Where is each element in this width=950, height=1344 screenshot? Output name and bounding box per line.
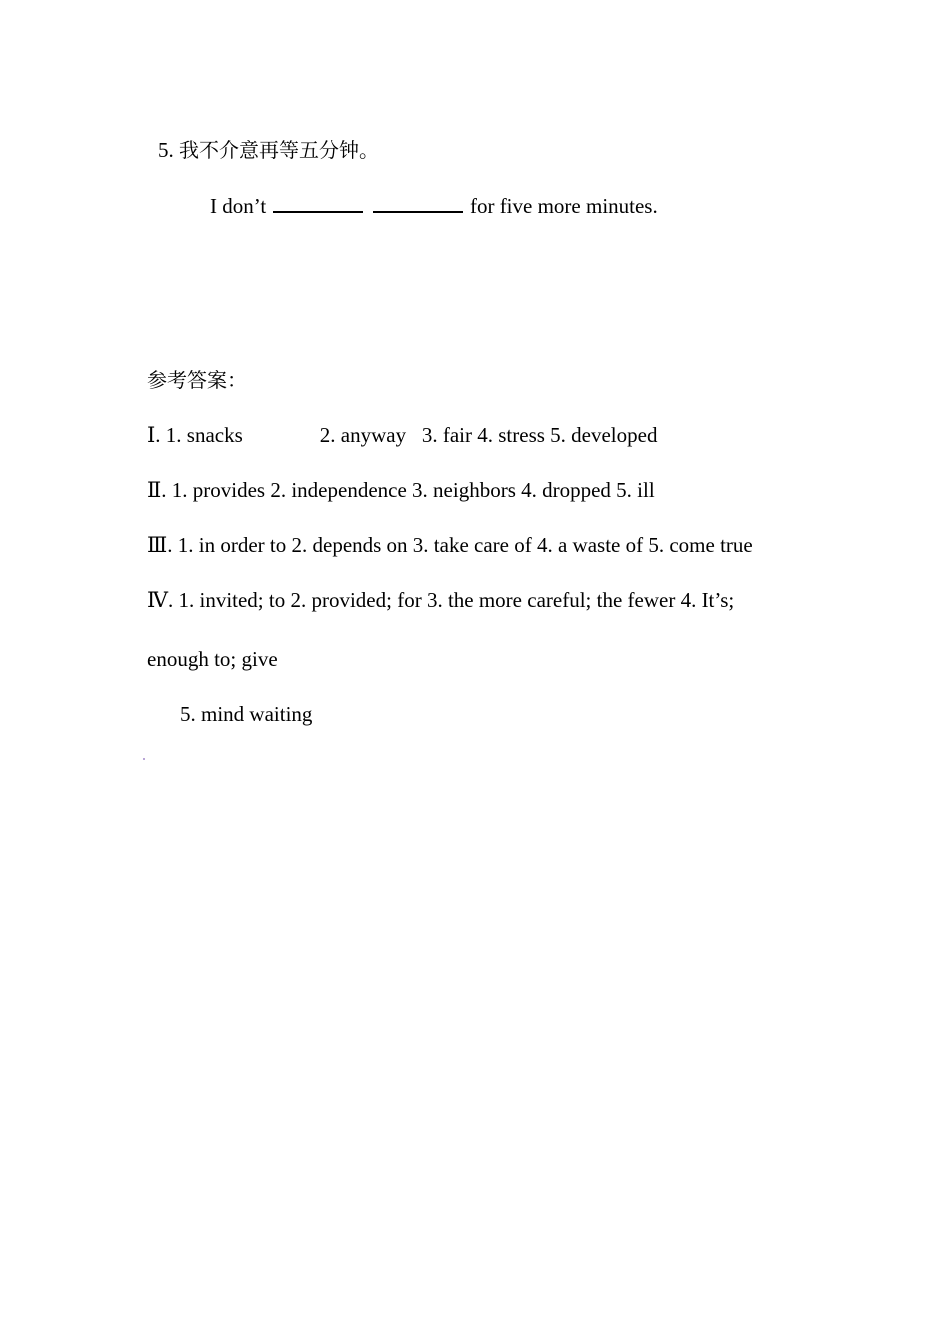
answer-section-1 [147, 423, 657, 447]
answer-text: 2. anyway 3. fair 4. stress 5. developed [319, 423, 658, 447]
section-numeral: Ⅱ. [147, 478, 167, 502]
blank-2[interactable] [373, 193, 463, 213]
sentence-prefix: I don’t [210, 194, 267, 218]
answer-text: 1. snacks [165, 423, 243, 447]
question-5-chinese [158, 138, 379, 162]
answer-section-2 [147, 478, 655, 502]
answer-section-4 [147, 588, 734, 612]
answer-text: 1. in order to 2. depends on 3. take care of 4. a waste of 5. come true [177, 533, 753, 557]
answer-text: 1. invited; to 2. provided; for 3. the more careful; the fewer 4. It’s; [178, 588, 735, 612]
question-5-english [210, 193, 658, 218]
answer-section-4-last: 5. mind waiting [180, 702, 313, 726]
blank-1[interactable] [273, 193, 363, 213]
question-chinese-text: 我不介意再等五分钟。 [179, 138, 379, 162]
section-numeral: Ⅰ. [147, 423, 161, 447]
question-number: 5. [158, 138, 174, 162]
answer-section-4-cont: enough to; give [147, 647, 278, 671]
section-numeral: Ⅳ. [147, 588, 174, 612]
answer-section-3 [147, 533, 753, 557]
sentence-suffix: for five more minutes. [469, 194, 658, 218]
answers-heading: 参考答案： [147, 368, 247, 392]
section-numeral: Ⅲ. [147, 533, 173, 557]
answer-text: 1. provides 2. independence 3. neighbors 4. dropped 5. ill [171, 478, 655, 502]
stray-mark [143, 758, 145, 760]
